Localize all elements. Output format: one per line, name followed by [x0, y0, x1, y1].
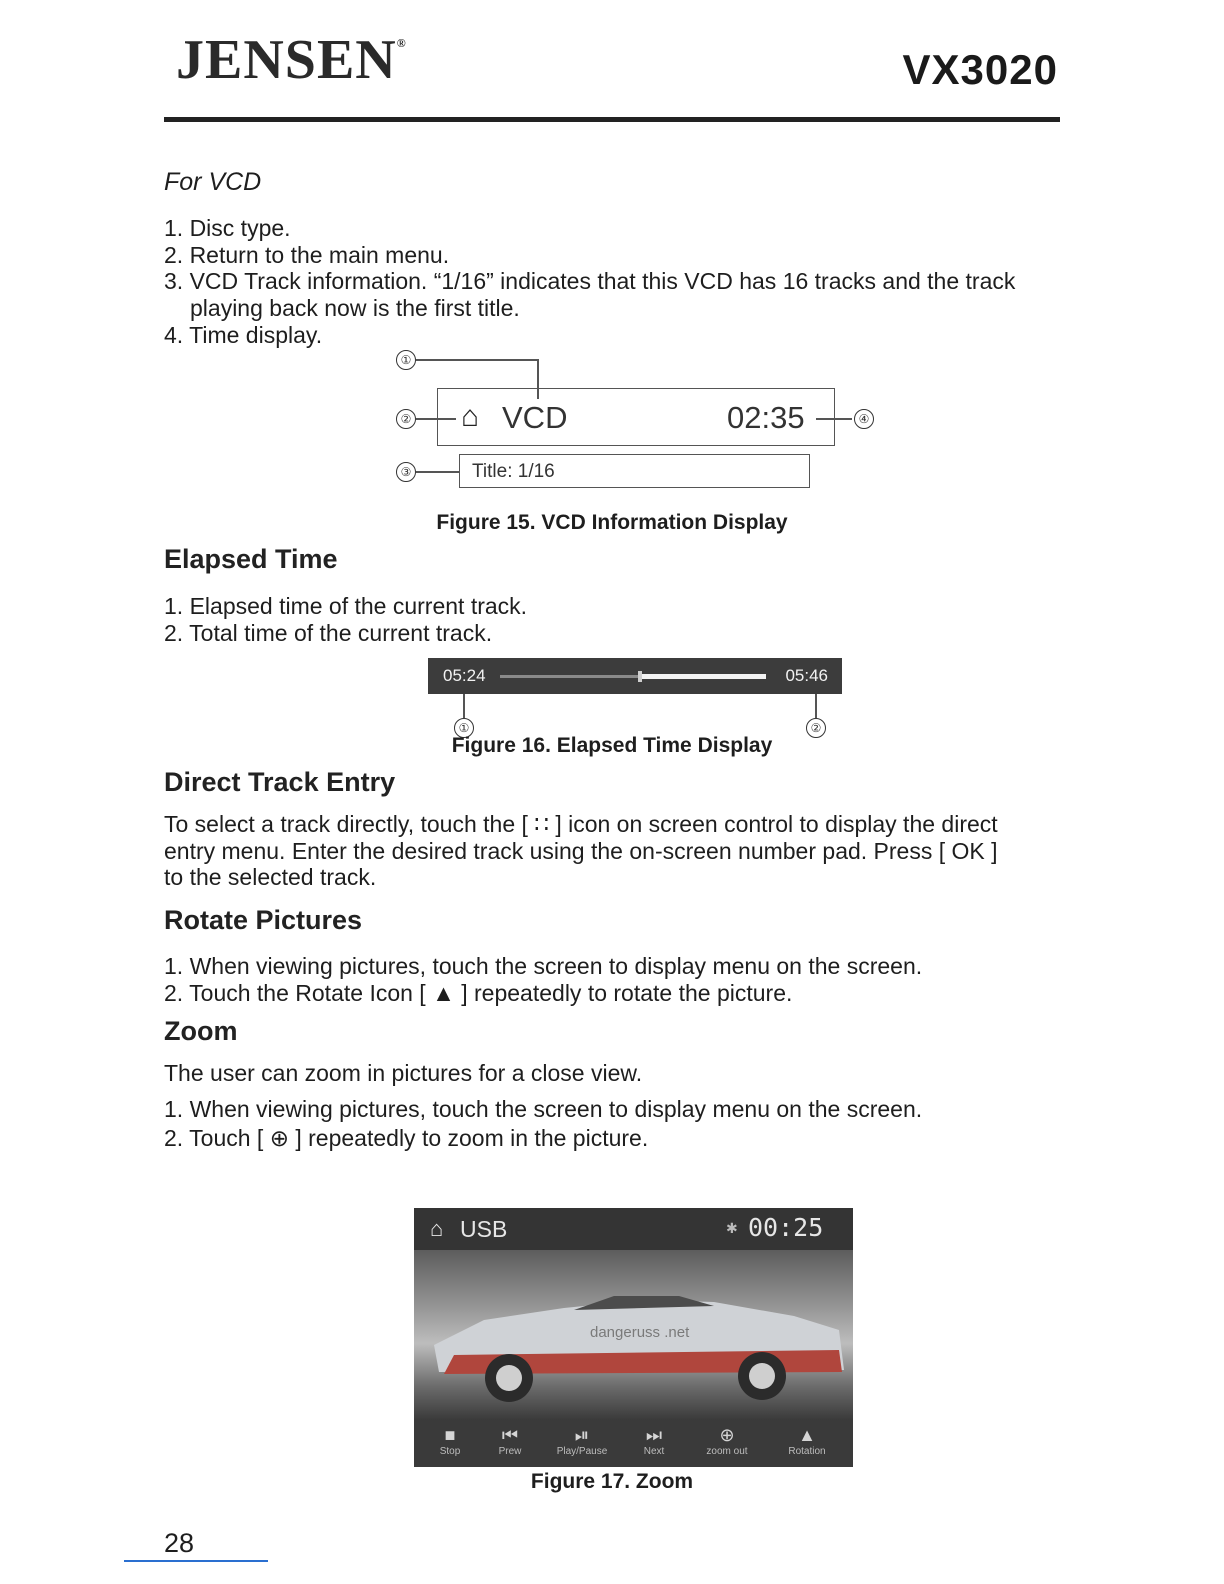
progress-track — [500, 675, 766, 678]
list-item: 1. When viewing pictures, touch the screen to display menu on the screen. — [164, 1096, 923, 1122]
list-item: 1. When viewing pictures, touch the screen to display menu on the screen. — [164, 953, 923, 979]
zoom-icon: ⊕ — [719, 1425, 735, 1445]
figure-caption: Figure 16. Elapsed Time Display — [451, 734, 773, 757]
paragraph-line: entry menu. Enter the desired track using the on-screen number pad. Press [ OK ] — [164, 838, 998, 864]
list-item: 4. Time display. — [164, 322, 323, 348]
home-icon: ⌂ — [461, 400, 480, 433]
car-decal-text: dangeruss .net — [590, 1324, 690, 1341]
zoom-screen-figure — [414, 1208, 853, 1467]
next-button[interactable]: ⏭ Next — [632, 1424, 676, 1458]
disc-type-label: VCD — [502, 400, 568, 435]
callout-line — [416, 418, 456, 420]
bluetooth-icon: ✱ — [726, 1220, 738, 1236]
callout-1: ① — [454, 718, 474, 738]
callout-2: ② — [396, 409, 416, 429]
vcd-heading: For VCD — [164, 168, 262, 196]
zoom-heading: Zoom — [164, 1016, 238, 1046]
time-display: 00:25 — [748, 1213, 824, 1242]
previous-icon: ⏮ — [501, 1425, 519, 1445]
callout-1: ① — [396, 350, 416, 370]
elapsed-heading: Elapsed Time — [164, 544, 338, 574]
status-bar — [414, 1208, 853, 1250]
control-bar — [414, 1420, 853, 1467]
car-rim — [496, 1365, 522, 1391]
play-pause-icon: ⏯ — [574, 1425, 590, 1445]
list-item-continuation: playing back now is the first title. — [190, 295, 520, 321]
brand-logo: JENSEN® — [176, 29, 407, 91]
list-item: 3. VCD Track information. “1/16” indicates that this VCD has 16 tracks and the track — [164, 268, 1016, 294]
paragraph-line: To select a track directly, touch the [ ∷ ] icon on screen control to display the direct — [164, 811, 998, 837]
callout-3: ③ — [396, 462, 416, 482]
home-icon: ⌂ — [430, 1216, 444, 1241]
play-pause-button[interactable]: ⏯ Play/Pause — [554, 1424, 610, 1458]
callout-line — [416, 471, 460, 473]
paragraph-line: to the selected track. — [164, 864, 377, 890]
next-icon: ⏭ — [645, 1425, 663, 1445]
figure-caption: Figure 17. Zoom — [530, 1470, 694, 1493]
race-car-photo — [414, 1250, 853, 1420]
list-item: 2. Total time of the current track. — [164, 620, 493, 646]
elapsed-time: 05:24 — [443, 666, 486, 685]
rotate-icon: ▲ — [798, 1425, 816, 1445]
stop-icon: ■ — [444, 1425, 456, 1445]
progress-knob — [638, 671, 642, 682]
callout-4: ④ — [854, 409, 874, 429]
zoom-button[interactable]: ⊕ zoom out — [700, 1424, 754, 1458]
list-item: 2. Return to the main menu. — [164, 242, 450, 268]
direct-heading: Direct Track Entry — [164, 767, 396, 797]
source-label: USB — [460, 1216, 508, 1242]
callout-2: ② — [806, 718, 826, 738]
previous-button[interactable]: ⏮ Prew — [488, 1424, 532, 1458]
title-info: Title: 1/16 — [472, 461, 555, 482]
rotation-button[interactable]: ▲ Rotation — [780, 1424, 834, 1458]
total-time: 05:46 — [785, 666, 828, 685]
rotate-heading: Rotate Pictures — [164, 905, 363, 935]
stop-button[interactable]: ■ Stop — [428, 1424, 472, 1458]
list-item: 1. Elapsed time of the current track. — [164, 593, 528, 619]
header-rule — [164, 117, 1060, 122]
zoom-intro: The user can zoom in pictures for a close view. — [164, 1060, 643, 1086]
list-item: 2. Touch [ ⊕ ] repeatedly to zoom in the picture. — [164, 1125, 649, 1151]
callout-line — [463, 694, 465, 718]
callout-line — [816, 418, 852, 420]
car-rim — [749, 1363, 775, 1389]
list-item: 2. Touch the Rotate Icon [ ▲ ] repeatedly to rotate the picture. — [164, 980, 793, 1006]
progress-fill — [642, 674, 766, 679]
figure-caption: Figure 15. VCD Information Display — [436, 511, 788, 534]
elapsed-time-bar — [428, 658, 842, 694]
model-number: VX3020 — [902, 46, 1058, 93]
page-number: 28 — [164, 1528, 195, 1558]
time-display: 02:35 — [727, 400, 805, 435]
list-item: 1. Disc type. — [164, 215, 291, 241]
footer-rule — [124, 1560, 268, 1562]
callout-line — [416, 359, 538, 361]
callout-line — [815, 694, 817, 718]
